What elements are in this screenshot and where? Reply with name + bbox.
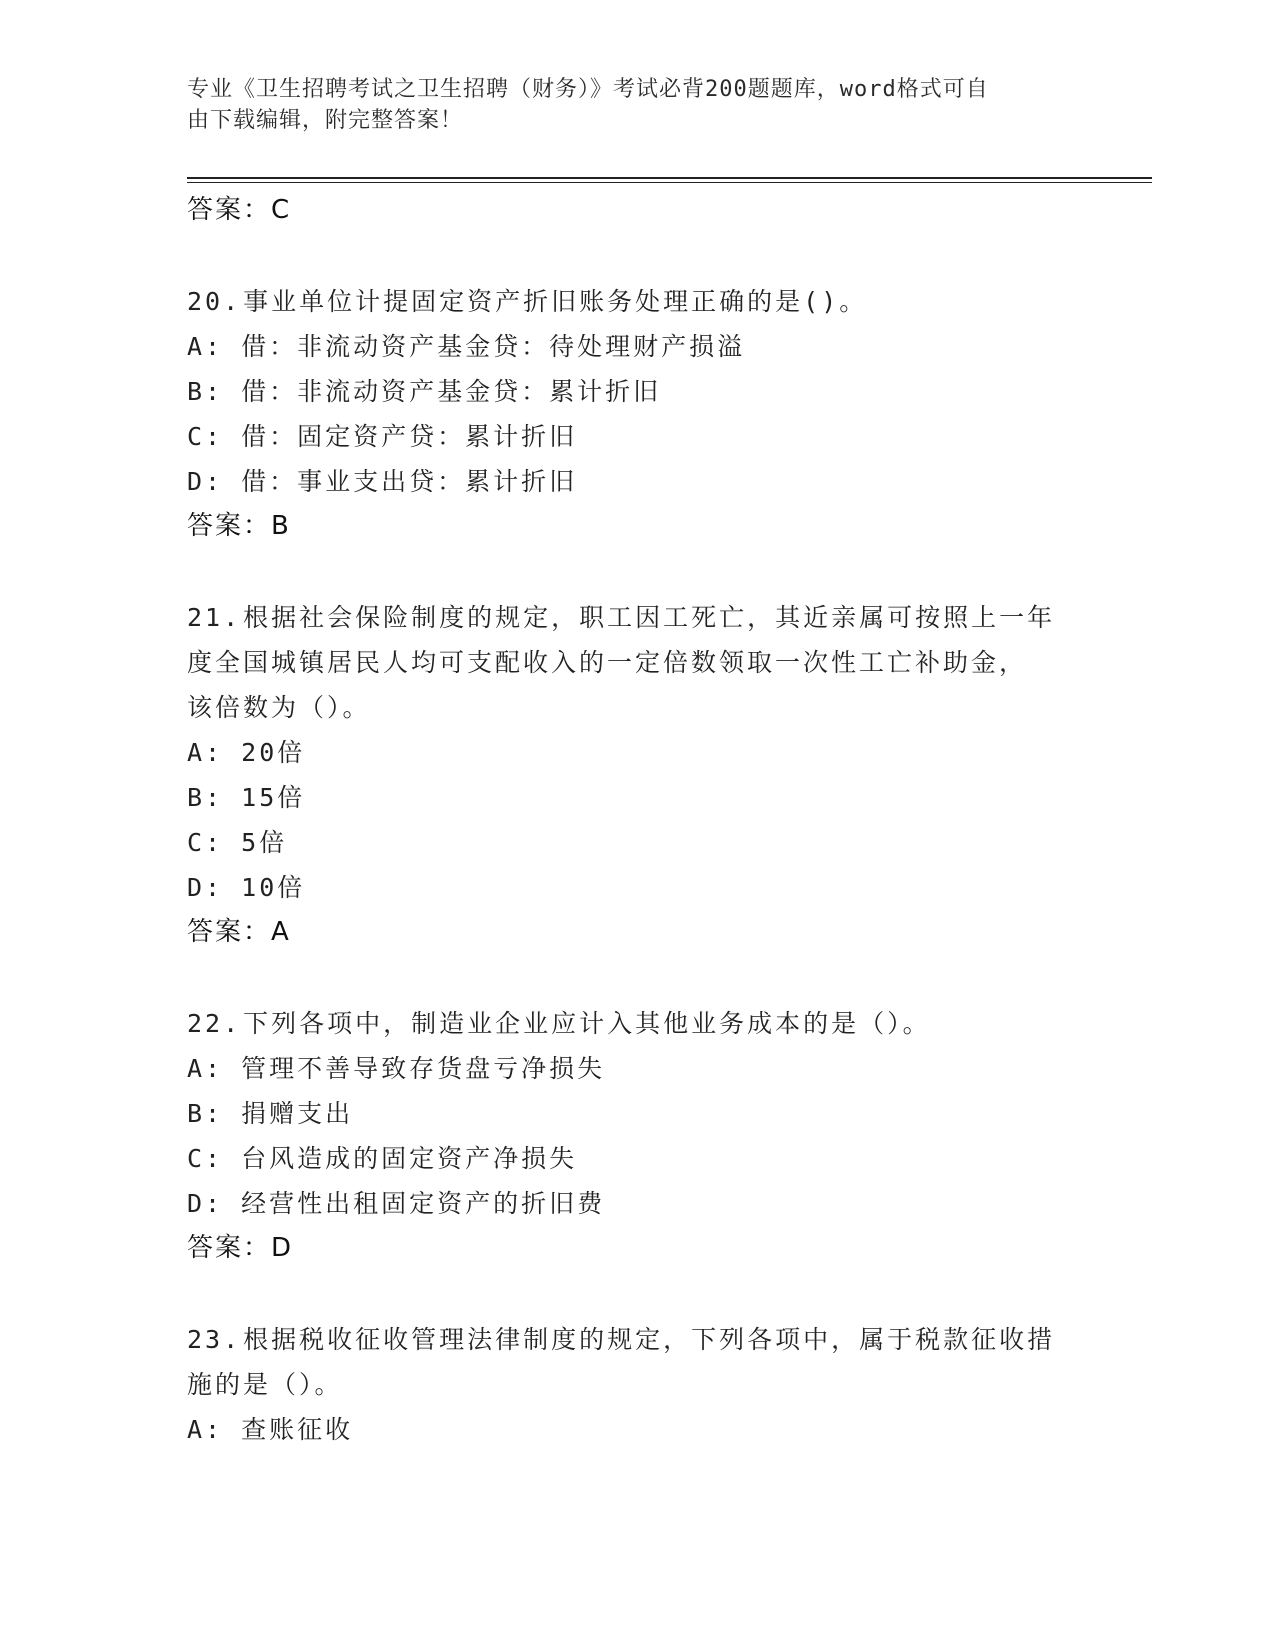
question-stem-line: 下列各项中，制造业企业应计入其他业务成本的是（）。	[243, 1009, 931, 1038]
header-line-1: 专业《卫生招聘考试之卫生招聘（财务）》考试必背200题题库，word格式可自	[187, 77, 989, 102]
previous-answer: 答案：C	[187, 195, 292, 225]
option-d: D: 借：事业支出贷：累计折旧	[187, 467, 578, 496]
option-a: A: 借：非流动资产基金贷：待处理财产损溢	[187, 332, 746, 361]
spacer	[187, 233, 1087, 279]
question-stem-line: 度全国城镇居民人均可支配收入的一定倍数领取一次性工亡补助金，	[187, 648, 1028, 677]
spacer	[187, 549, 1087, 595]
header-line-2: 由下载编辑，附完整答案！	[187, 108, 464, 133]
header-divider-thin	[187, 182, 1152, 183]
option-d: D: 10倍	[187, 873, 306, 902]
question-answer: 答案：B	[187, 511, 291, 541]
question-stem-line: 根据税收征收管理法律制度的规定，下列各项中，属于税款征收措	[243, 1325, 1056, 1354]
option-d: D: 经营性出租固定资产的折旧费	[187, 1189, 606, 1218]
question-block	[187, 1317, 1087, 1452]
option-a: A: 20倍	[187, 738, 306, 767]
question-stem	[187, 279, 1087, 324]
question-stem-line: 施的是（）。	[187, 1370, 343, 1399]
question-number: 20.	[187, 287, 242, 316]
document-body	[187, 188, 1087, 1452]
question-stem	[187, 1001, 1087, 1046]
question-stem-line: 根据社会保险制度的规定，职工因工死亡，其近亲属可按照上一年	[243, 603, 1056, 632]
question-stem	[187, 1317, 1087, 1362]
question-block	[187, 279, 1087, 549]
question-number: 21.	[187, 603, 242, 632]
question-block	[187, 1001, 1087, 1271]
question-stem-line: 事业单位计提固定资产折旧账务处理正确的是()。	[243, 287, 868, 316]
option-c: C: 5倍	[187, 828, 288, 857]
option-a: A: 管理不善导致存货盘亏净损失	[187, 1054, 606, 1083]
option-b: B: 捐赠支出	[187, 1099, 354, 1128]
spacer	[187, 1271, 1087, 1317]
header-divider-thick	[187, 177, 1152, 179]
question-answer: 答案：D	[187, 1233, 294, 1263]
document-header	[187, 74, 1067, 136]
option-a: A: 查账征收	[187, 1415, 354, 1444]
option-b: B: 15倍	[187, 783, 306, 812]
question-block	[187, 595, 1087, 955]
spacer	[187, 955, 1087, 1001]
option-c: C: 借：固定资产贷：累计折旧	[187, 422, 578, 451]
question-stem-line: 该倍数为（）。	[187, 693, 371, 722]
option-b: B: 借：非流动资产基金贷：累计折旧	[187, 377, 662, 406]
question-number: 22.	[187, 1009, 242, 1038]
question-number: 23.	[187, 1325, 242, 1354]
question-stem	[187, 595, 1087, 640]
question-answer: 答案：A	[187, 917, 291, 947]
option-c: C: 台风造成的固定资产净损失	[187, 1144, 578, 1173]
